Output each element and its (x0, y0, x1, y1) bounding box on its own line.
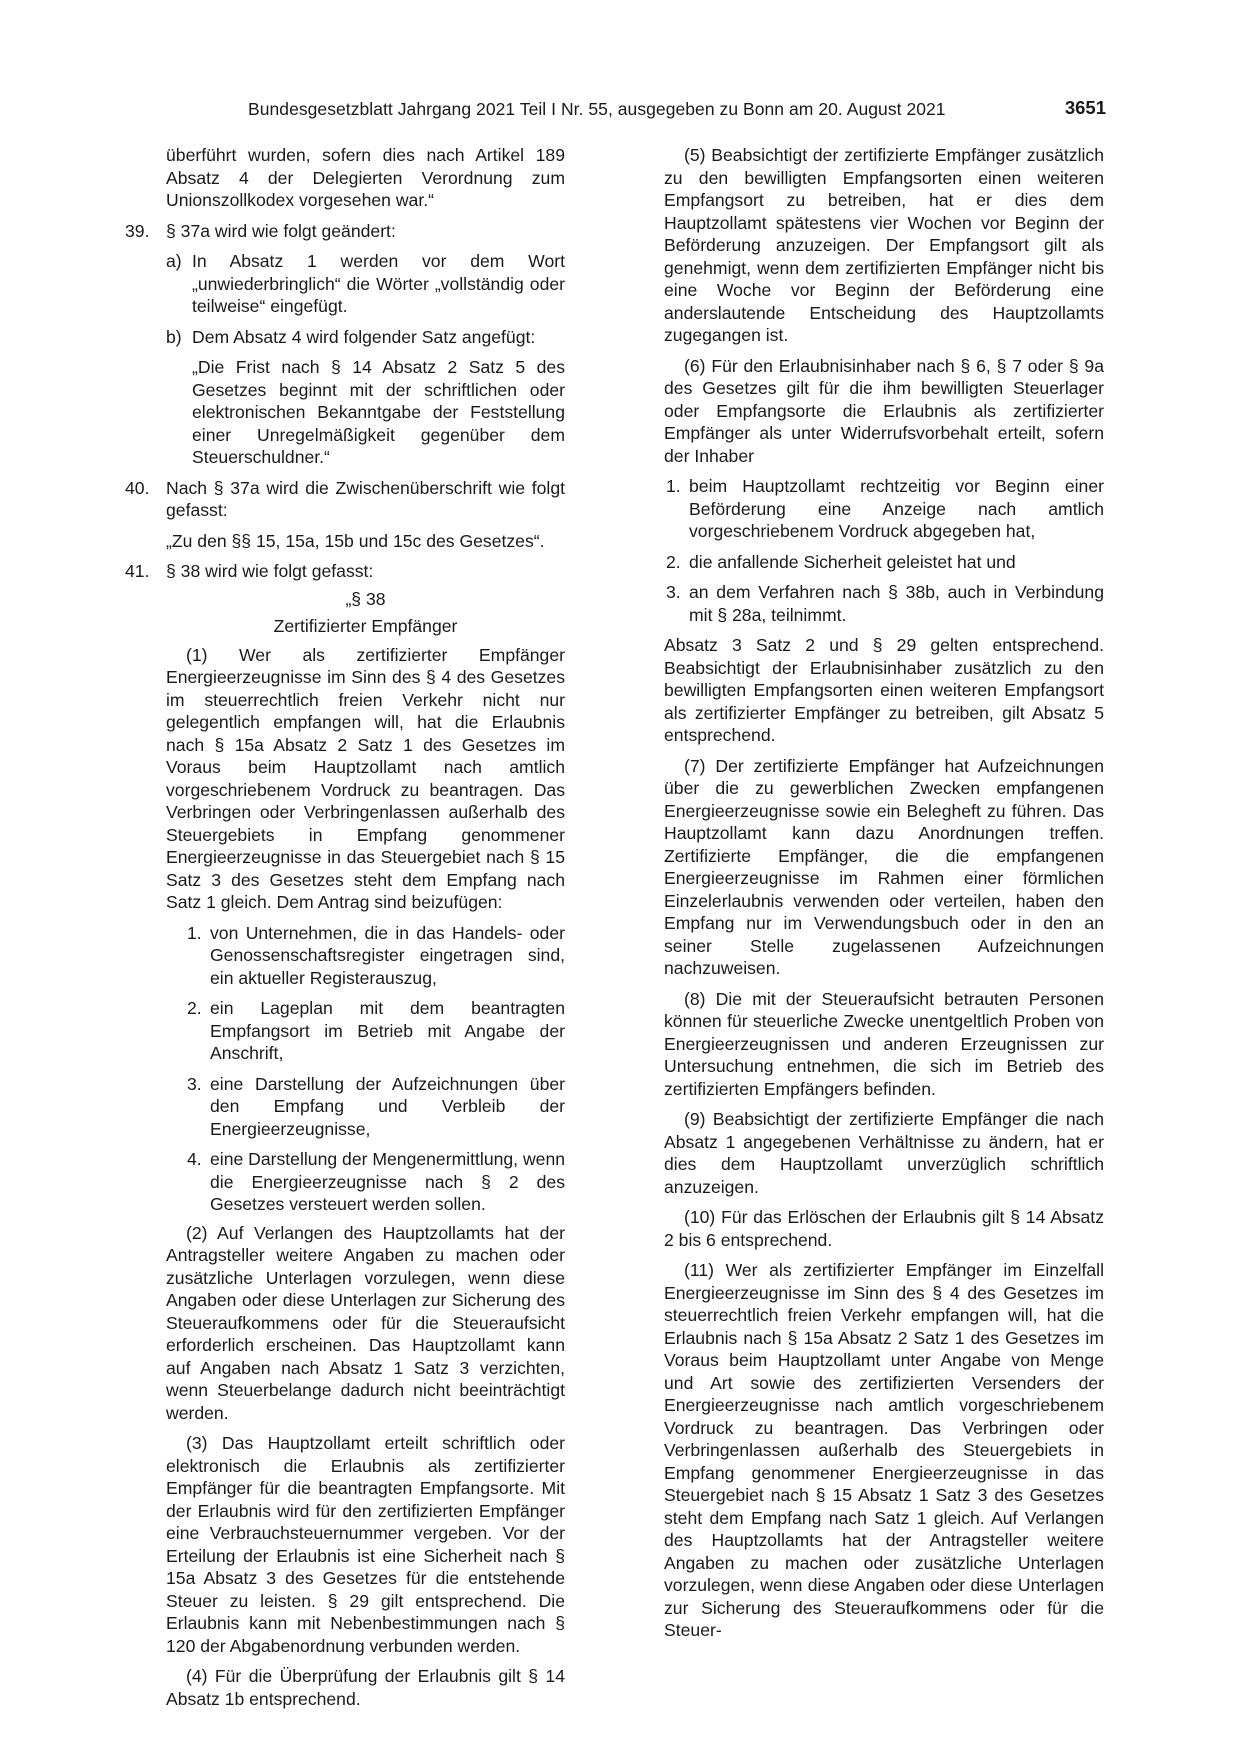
list-item (664, 551, 1104, 574)
item-letter: a) (166, 251, 182, 271)
item-number: 39. (125, 220, 150, 241)
list-item (166, 922, 565, 990)
item-number: 3. (187, 1073, 202, 1094)
continued-text: überführt wurden, sofern dies nach Artikel 189 Absatz 4 der Delegierten Verordnung zum Unionszollkodex vorgesehen war.“ (166, 145, 565, 210)
paragraph-5: (5) Beabsichtigt der zertifizierte Empfänger zusätzlich zu den bewilligten Empfangsorten einen weiteren Empfangsort zu betreiben, hat er dies dem Hauptzollamt spätestens vier Wochen vor Beginn der Beförderung anzuzeigen. Der Empfangsort gilt als genehmigt, wenn dem zertifizierten Empfänger nicht bis eine Woche vor Beginn der Beförderung eine anderslautende Entscheidung des Hauptzollamts zugegangen ist. (664, 145, 1104, 345)
item-number: 2. (187, 998, 202, 1018)
item-text: ein Lageplan mit dem beantragten Empfangsort im Betrieb mit Angabe der Anschrift, (210, 998, 565, 1063)
list-item-40 (125, 477, 565, 522)
paragraph-9: (9) Beabsichtigt der zertifizierte Empfänger die nach Absatz 1 angegebenen Verhältnisse zu ändern, hat er dies dem Hauptzollamt unverzüglich schriftlich anzuzeigen. (664, 1109, 1104, 1197)
item-text: In Absatz 1 werden vor dem Wort „unwiederbringlich“ die Wörter „vollständig oder teilweise“ eingefügt. (192, 251, 565, 316)
item-text: eine Darstellung der Mengenermittlung, wenn die Energieerzeugnisse nach § 2 des Gesetzes versteuert werden sollen. (210, 1149, 566, 1214)
paragraph-1: (1) Wer als zertifizierter Empfänger Energieerzeugnisse im Sinn des § 4 des Gesetzes im steuerrechtlich freien Verkehr nicht nur gelegentlich empfangen will, hat die Erlaubnis nach § 15a Absatz 2 Satz 1 des Gesetzes im Voraus beim Hauptzollamt nach amtlich vorgeschriebenem Vordruck zu beantragen. Das Verbringen oder Verbringenlassen außerhalb des Steuergebiets in Empfang genommener Energieerzeugnisse in das Steuergebiet nach § 15 Satz 3 des Gesetzes steht dem Empfang nach Satz 1 gleich. Dem Antrag sind beizufügen: (166, 644, 565, 912)
item-text: eine Darstellung der Aufzeichnungen über den Empfang und Verbleib der Energieerzeugnisse, (210, 1073, 565, 1139)
list-item (166, 997, 565, 1065)
paragraph-6: (6) Für den Erlaubnisinhaber nach § 6, § 7 oder § 9a des Gesetzes gilt für die ihm bewilligten Steuerlager oder Empfangsorte die Erlaubnis als zertifizierter Empfänger als unter Widerrufsvorbehalt erteilt, sofern der Inhaber (664, 355, 1104, 466)
paragraph-8: (8) Die mit der Steueraufsicht betrauten Personen können für steuerliche Zwecke unentgeltlich Proben von Energieerzeugnissen und anderen Erzeugnissen zur Untersuchung entnehmen, die sich im Betrieb des zertifizierten Empfängers befinden. (664, 988, 1104, 1099)
item-text: Dem Absatz 4 wird folgender Satz angefügt: (192, 326, 536, 347)
list-item-39 (125, 220, 565, 243)
paragraph-6-end: Absatz 3 Satz 2 und § 29 gelten entsprechend. Beabsichtigt der Erlaubnisinhaber zusätzlich zu den bewilligten Empfangsorten einen weiteren Empfangsort als zertifizierter Empfänger zu betreiben, gilt Absatz 5 entsprechend. (664, 635, 1104, 745)
quoted-sentence: „Die Frist nach § 14 Absatz 2 Satz 5 des Gesetzes beginnt mit der schriftlichen oder elektronischen Bekanntgabe der Feststellung einer Unregelmäßigkeit gegenüber dem Steuerschuldner.“ (192, 357, 565, 467)
item-number: 2. (666, 551, 681, 572)
paragraph-10: (10) Für das Erlöschen der Erlaubnis gilt § 14 Absatz 2 bis 6 entsprechend. (664, 1207, 1104, 1250)
paragraph-2: (2) Auf Verlangen des Hauptzollamts hat der Antragsteller weitere Angaben zu machen oder zusätzliche Unterlagen vorzulegen, wenn diese Angaben oder diese Unterlagen zur Sicherung des Steueraufkommens oder für die Steueraufsicht erforderlich erscheinen. Das Hauptzollamt kann auf Angaben nach Absatz 1 Satz 3 verzichten, wenn Steuerbelange dadurch nicht beeinträchtigt werden. (166, 1222, 565, 1423)
gazette-title: Bundesgesetzblatt Jahrgang 2021 Teil I Nr. 55, ausgegeben zu Bonn am 20. August 2021 (248, 99, 946, 119)
item-number: 4. (187, 1149, 202, 1169)
list-item (664, 581, 1104, 626)
page-number: 3651 (1064, 97, 1106, 118)
section-heading: „§ 38 (345, 588, 386, 609)
paragraph-7: (7) Der zertifizierte Empfänger hat Aufzeichnungen über die zu gewerblichen Zwecken empfangenen Energieerzeugnisse sowie ein Belegheft zu führen. Das Hauptzollamt kann dazu Anordnungen treffen. Zertifizierte Empfänger, die die empfangenen Energieerzeugnisse im Rahmen einer förmlichen Einzelerlaubnis verwenden oder verteilen, haben den Empfang nur im Verwendungsbuch oder in den an seiner Stelle zugelassenen Aufzeichnungen nachzuweisen. (664, 755, 1104, 978)
page-header (248, 98, 1106, 124)
item-number: 3. (666, 582, 681, 602)
item-number: 40. (125, 477, 150, 498)
item-number: 1. (187, 922, 202, 943)
quoted-heading: „Zu den §§ 15, 15a, 15b und 15c des Gesetzes“. (166, 530, 545, 551)
item-text: von Unternehmen, die in das Handels- oder Genossenschaftsregister eingetragen sind, ein aktueller Registerauszug, (210, 922, 565, 988)
paragraph-3: (3) Das Hauptzollamt erteilt schriftlich oder elektronisch die Erlaubnis als zertifizierter Empfänger für die beantragten Empfangsorte. Mit der Erlaubnis wird für den zertifizierten Empfänger eine Verbrauchsteuernummer vergeben. Vor der Erteilung der Erlaubnis ist eine Sicherheit nach § 15a Absatz 3 des Gesetzes für die entstehende Steuer zu leisten. § 29 gilt entsprechend. Die Erlaubnis kann mit Nebenbestimmungen nach § 120 der Abgabenordnung verbunden werden. (166, 1433, 565, 1656)
item-text: die anfallende Sicherheit geleistet hat und (689, 551, 1016, 572)
section-subtitle: Zertifizierter Empfänger (273, 616, 458, 636)
item-text: an dem Verfahren nach § 38b, auch in Verbindung mit § 28a, teilnimmt. (689, 582, 1104, 625)
item-text: § 38 wird wie folgt gefasst: (166, 561, 374, 581)
item-letter: b) (166, 326, 182, 347)
item-number: 41. (125, 561, 150, 581)
list-item-41 (125, 560, 565, 583)
list-item (664, 475, 1104, 543)
list-item (166, 1148, 565, 1216)
item-number: 1. (666, 476, 681, 496)
right-column (664, 144, 1104, 1642)
list-item-39a (125, 250, 565, 318)
paragraph-4: (4) Für die Überprüfung der Erlaubnis gilt § 14 Absatz 1b entsprechend. (166, 1666, 565, 1709)
item-text: beim Hauptzollamt rechtzeitig vor Beginn einer Beförderung eine Anzeige nach amtlich vorgeschriebenem Vordruck abgegeben hat, (689, 476, 1104, 541)
item-text: § 37a wird wie folgt geändert: (166, 220, 396, 241)
left-column (125, 144, 565, 1710)
list-item-39b (125, 326, 565, 349)
item-text: Nach § 37a wird die Zwischenüberschrift wie folgt gefasst: (166, 477, 565, 520)
paragraph-11: (11) Wer als zertifizierter Empfänger im Einzelfall Energieerzeugnisse im Sinn des § 4 des Gesetzes im steuerrechtlich freien Verkehr empfangen will, hat die Erlaubnis nach § 15a Absatz 2 Satz 1 des Gesetzes im Voraus beim Hauptzollamt unter Angabe von Menge und Art sowie des zertifizierten Versenders der Energieerzeugnisse nach amtlich vorgeschriebenem Vordruck zu beantragen. Das Verbringen oder Verbringenlassen außerhalb des Steuergebiets in Empfang genommener Energieerzeugnisse in das Steuergebiet nach § 15 Absatz 1 Satz 3 des Gesetzes steht dem Empfang nach Satz 1 gleich. Auf Verlangen des Hauptzollamts hat der Antragsteller weitere Angaben zu machen oder zusätzliche Unterlagen vorzulegen, wenn diese Angaben oder diese Unterlagen zur Sicherung des Steueraufkommens oder für die Steuer- (664, 1260, 1104, 1640)
list-item (166, 1073, 565, 1141)
